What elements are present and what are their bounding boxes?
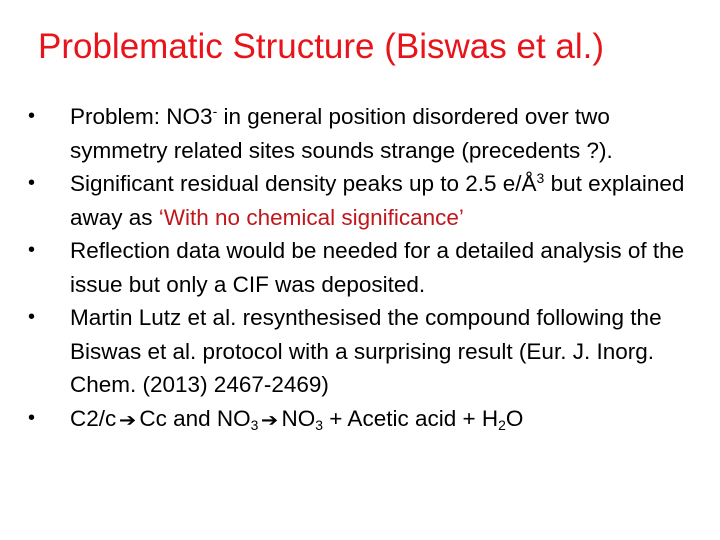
subscript: 3 xyxy=(250,417,259,434)
bullet-list xyxy=(28,100,700,437)
bullet-text: O xyxy=(505,405,524,431)
bullet-text: but explained away as xyxy=(70,171,685,230)
bullet-item-conclusion xyxy=(28,402,700,438)
right-arrow-icon: ➔ xyxy=(119,409,137,430)
bullet-text: NO xyxy=(281,405,316,431)
bullet-dot-icon: • xyxy=(28,306,36,328)
bullet-text: Significant residual density peaks up to 2.5 e/Å xyxy=(70,171,537,196)
bullet-text: Cc and NO xyxy=(139,405,251,431)
bullet-text: Reflection data would be needed for a detailed analysis of the issue but only a CIF was deposited. xyxy=(70,238,685,297)
subscript: 3 xyxy=(315,417,324,434)
bullet-dot-icon: • xyxy=(28,172,36,194)
bullet-item-problem xyxy=(28,100,700,167)
bullet-item-residual-density xyxy=(28,167,700,234)
bullet-dot-icon: • xyxy=(28,105,36,127)
bullet-text: + Acetic acid + H xyxy=(323,405,499,431)
bullet-item-resynthesis xyxy=(28,301,700,402)
bullet-dot-icon: • xyxy=(28,239,36,261)
slide-title: Problematic Structure (Biswas et al.) xyxy=(38,27,605,66)
bullet-dot-icon: • xyxy=(28,406,36,429)
superscript: - xyxy=(212,103,218,120)
superscript: 3 xyxy=(536,170,545,187)
bullet-item-reflection-data xyxy=(28,234,700,301)
bullet-text: Martin Lutz et al. resynthesised the compound following the Biswas et al. protocol with a surprising result (Eur. J. Inorg. Chem. (2013) 2467-2469) xyxy=(70,305,662,397)
right-arrow-icon: ➔ xyxy=(261,409,279,430)
highlighted-quote: ‘With no chemical significance’ xyxy=(158,204,464,230)
bullet-text: in general position disordered over two symmetry related sites sounds strange (precedents ?). xyxy=(70,104,613,163)
subscript: 2 xyxy=(498,417,506,434)
space-group-text: C2/c xyxy=(70,405,117,431)
bullet-text: Problem: NO3 xyxy=(70,104,213,129)
